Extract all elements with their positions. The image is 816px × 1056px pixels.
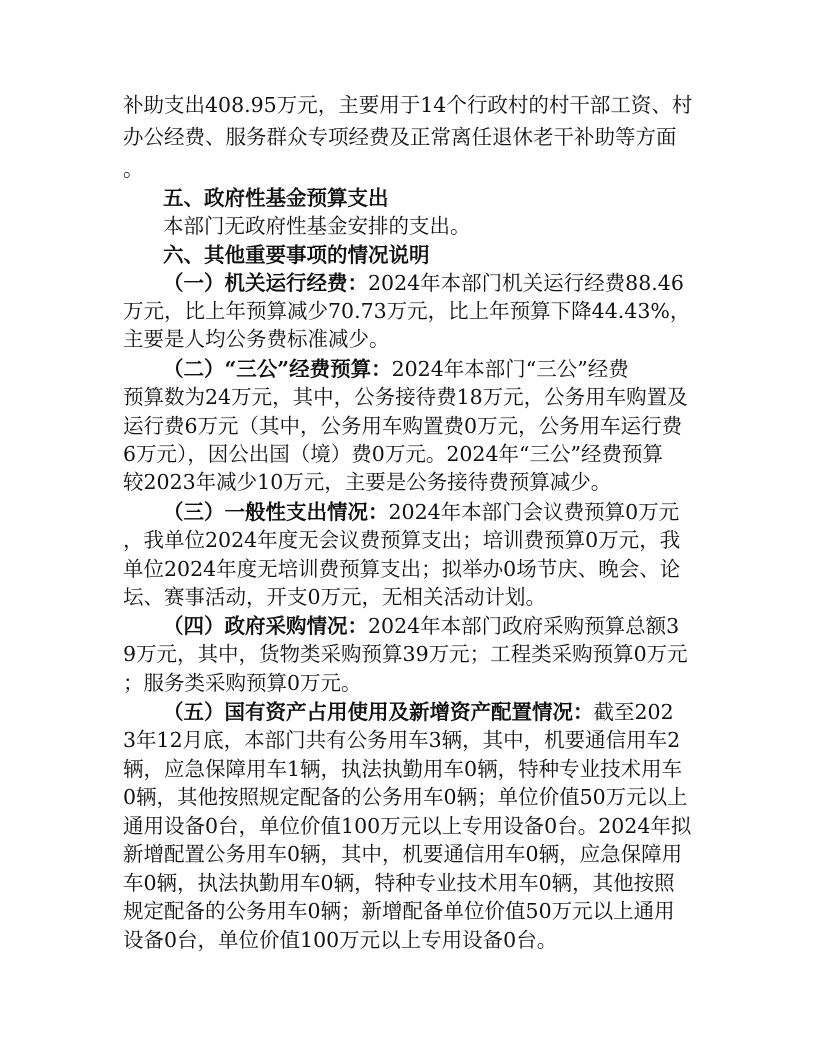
body-text-line: 辆，应急保障用车1辆，执法执勤用车0辆，特种专业技术用车 — [123, 757, 683, 781]
subsection-5-text: 截至202 — [593, 700, 674, 724]
section-heading-5: 五、政府性基金预算支出 — [163, 186, 389, 210]
body-text-line: ；服务类采购预算0万元。 — [123, 671, 362, 695]
section-heading-6: 六、其他重要事项的情况说明 — [163, 243, 430, 267]
body-text-line: 。 — [123, 157, 144, 181]
subsection-2-text: 2024年本部门“三公”经费 — [391, 357, 629, 381]
body-text-line: 车0辆，执法执勤用车0辆，特种专业技术用车0辆，其他按照 — [123, 871, 675, 895]
body-text-line: 规定配备的公务用车0辆；新增配备单位价值50万元以上通用 — [123, 899, 675, 923]
subsection-4-text: 2024年本部门政府采购预算总额3 — [368, 614, 680, 638]
body-text-line: 9万元，其中，货物类采购预算39万元；工程类采购预算0万元 — [123, 642, 688, 666]
subsection-3-text: 2024年本部门会议费预算0万元 — [388, 500, 680, 524]
subsection-1-text: 2024年本部门机关运行经费88.46 — [368, 271, 684, 295]
subsection-2-title: （二）“三公”经费预算： — [163, 357, 392, 381]
subsection-3-title: （三）一般性支出情况： — [163, 500, 389, 524]
body-text-line: ，我单位2024年度无会议费预算支出；培训费预算0万元，我 — [123, 528, 681, 552]
body-text-line: 单位2024年度无培训费预算支出；拟举办0场节庆、晚会、论 — [123, 557, 681, 581]
body-text-line: 新增配置公务用车0辆，其中，机要通信用车0辆，应急保障用 — [123, 842, 683, 866]
body-text-line: 坛、赛事活动，开支0万元，无相关活动计划。 — [123, 585, 547, 609]
body-text-line: 办公经费、服务群众专项经费及正常离任退休老干补助等方面 — [123, 125, 677, 149]
body-text-line: 设备0台，单位价值100万元以上专用设备0台。 — [123, 928, 558, 952]
subsection-4-title: （四）政府采购情况： — [163, 614, 368, 638]
body-text-line: 6万元），因公出国（境）费0万元。2024年“三公”经费预算 — [123, 442, 663, 466]
subsection-5-title: （五）国有资产占用使用及新增资产配置情况： — [163, 700, 594, 724]
subsection-1-title: （一）机关运行经费： — [163, 271, 368, 295]
body-text-line: 通用设备0台，单位价值100万元以上专用设备0台。2024年拟 — [123, 814, 692, 838]
body-text-line: 本部门无政府性基金安排的支出。 — [163, 214, 471, 238]
body-text-line: 较2023年减少10万元，主要是公务接待费预算减少。 — [123, 470, 612, 494]
body-text-line: 补助支出408.95万元，主要用于14个行政村的村干部工资、村 — [123, 93, 693, 117]
body-text-line: 3年12月底，本部门共有公务用车3辆，其中，机要通信用车2 — [123, 728, 681, 752]
body-text-line: 预算数为24万元，其中，公务接待费18万元，公务用车购置及 — [123, 385, 688, 409]
body-text-line: 万元，比上年预算减少70.73万元，比上年预算下降44.43%， — [123, 299, 691, 323]
body-text-line: 0辆，其他按照规定配备的公务用车0辆；单位价值50万元以上 — [123, 785, 688, 809]
body-text-line: 主要是人均公务费标准减少。 — [123, 327, 390, 351]
body-text-line: 运行费6万元（其中，公务用车购置费0万元，公务用车运行费 — [123, 414, 683, 438]
